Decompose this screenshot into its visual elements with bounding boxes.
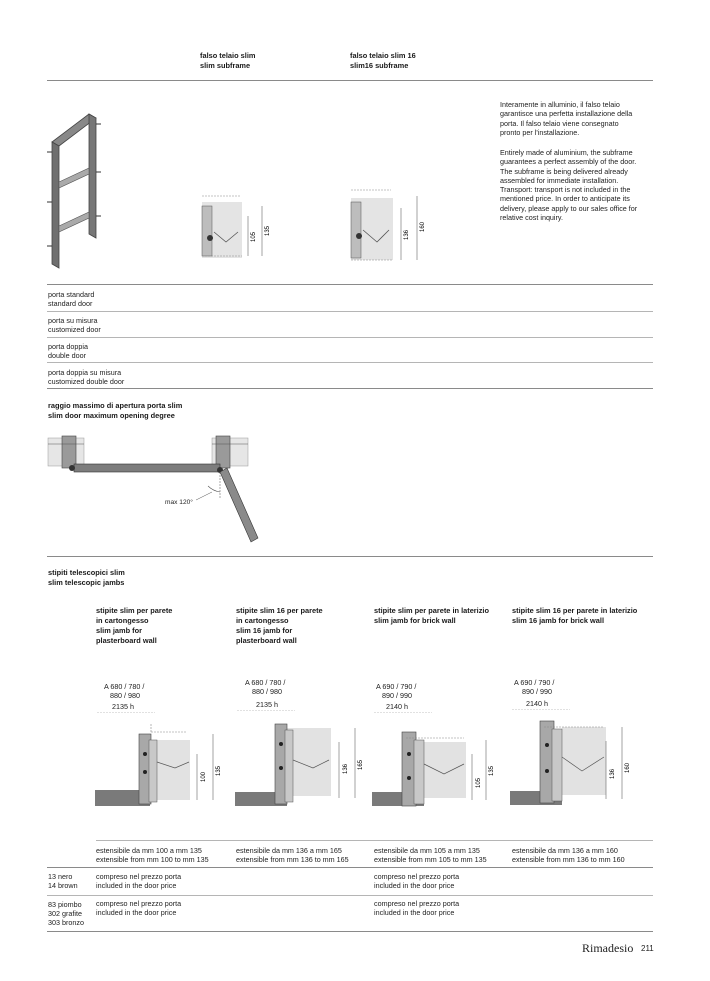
extensible-it: estensibile da mm 100 a mm 135: [96, 846, 202, 855]
divider: [47, 284, 653, 285]
dim-inner: 136: [610, 768, 616, 779]
dim-outer: 160: [625, 762, 631, 773]
door-type-en: double door: [48, 351, 86, 360]
angle-label: max 120°: [165, 499, 193, 506]
dim-inner: 136: [404, 229, 410, 240]
jambs-title-en: slim telescopic jambs: [48, 578, 125, 587]
finish-price-it: compreso nel prezzo porta: [374, 872, 460, 881]
jamb-width-label: 880 / 980: [110, 691, 140, 700]
extensible-en: extensible from mm 100 to mm 135: [96, 855, 209, 864]
jamb-section-drawing: [510, 709, 644, 809]
jamb-height-label: 2135 h: [256, 700, 278, 709]
extensible-it: estensibile da mm 136 a mm 165: [236, 846, 342, 855]
jamb-col-title: stipite slim per parete in laterizio: [374, 606, 489, 615]
door-type-it: porta doppia su misura: [48, 368, 122, 377]
jamb-width-label: A 690 / 790 /: [376, 682, 417, 691]
divider: [47, 867, 653, 868]
finish-price-en: included in the door price: [96, 908, 177, 917]
header-slim16-it: falso telaio slim 16: [350, 51, 416, 60]
description-en: Entirely made of aluminium, the subframe guarantees a perfect assembly of the door. The subframe is being delivered already assembled for immediate installation. Transport: transport is not included in the mentioned price. In order to anticipate its delivery, please apply to our sales office for relative cost inquiry.: [500, 148, 638, 223]
dim-inner: 105: [476, 777, 482, 788]
page-number: 211: [641, 944, 654, 953]
dim-inner: 100: [201, 771, 207, 782]
divider: [47, 362, 653, 363]
dim-outer: 135: [265, 225, 271, 236]
divider: [47, 556, 653, 557]
jamb-col-title: plasterboard wall: [236, 636, 297, 645]
extensible-en: extensible from mm 136 to mm 165: [236, 855, 349, 864]
finish-price-en: included in the door price: [96, 881, 177, 890]
header-slim16-en: slim16 subframe: [350, 61, 409, 70]
jambs-title-it: stipiti telescopici slim: [48, 568, 125, 577]
jamb-col-title: in cartongesso: [236, 616, 289, 625]
opening-title-it: raggio massimo di apertura porta slim: [48, 401, 183, 410]
extensible-it: estensibile da mm 105 a mm 135: [374, 846, 480, 855]
door-type-it: porta standard: [48, 290, 95, 299]
finish-price-it: compreso nel prezzo porta: [96, 899, 182, 908]
header-slim-it: falso telaio slim: [200, 51, 256, 60]
door-type-it: porta su misura: [48, 316, 98, 325]
extensible-en: extensible from mm 105 to mm 135: [374, 855, 487, 864]
finish-code: 303 bronzo: [48, 918, 84, 927]
jamb-col-title: stipite slim 16 per parete: [236, 606, 323, 615]
divider: [47, 311, 653, 312]
subframe-slim-section: [196, 192, 276, 264]
jamb-section-drawing: [95, 712, 229, 812]
jamb-col-title: slim jamb for brick wall: [374, 616, 456, 625]
dim-inner: 136: [343, 763, 349, 774]
subframe-slim16-section: [345, 186, 429, 266]
jamb-height-label: 2140 h: [526, 699, 548, 708]
finish-code: 14 brown: [48, 881, 78, 890]
description-it: Interamente in alluminio, il falso telaio garantisce una perfetta installazione della porta. Il falso telaio viene consegnato pronto per l'installazione.: [500, 100, 633, 137]
jamb-col-title: plasterboard wall: [96, 636, 157, 645]
door-type-it: porta doppia: [48, 342, 88, 351]
jamb-height-label: 2135 h: [112, 702, 134, 711]
finish-price-en: included in the door price: [374, 908, 455, 917]
jamb-width-label: 880 / 980: [252, 687, 282, 696]
divider: [47, 931, 653, 932]
dim-inner: 105: [251, 231, 257, 242]
jamb-col-title: slim 16 jamb for: [236, 626, 293, 635]
door-type-en: customized double door: [48, 377, 125, 386]
jamb-section-drawing: [372, 712, 506, 812]
header-slim-en: slim subframe: [200, 61, 251, 70]
divider: [96, 840, 653, 841]
finish-code: 13 nero: [48, 872, 73, 881]
finish-code: 302 grafite: [48, 909, 82, 918]
extensible-it: estensibile da mm 136 a mm 160: [512, 846, 618, 855]
divider: [47, 895, 653, 896]
opening-diagram: [44, 430, 264, 550]
jamb-col-title: slim 16 jamb for brick wall: [512, 616, 605, 625]
jamb-width-label: A 690 / 790 /: [514, 678, 555, 687]
jamb-width-label: A 680 / 780 /: [245, 678, 286, 687]
finish-price-it: compreso nel prezzo porta: [96, 872, 182, 881]
jamb-width-label: A 680 / 780 /: [104, 682, 145, 691]
dim-outer: 165: [358, 759, 364, 770]
jamb-width-label: 890 / 990: [522, 687, 552, 696]
door-type-en: customized door: [48, 325, 101, 334]
subframe-illustration: [44, 112, 110, 272]
jamb-col-title: in cartongesso: [96, 616, 149, 625]
dim-outer: 135: [216, 765, 222, 776]
divider: [47, 80, 653, 81]
divider: [47, 388, 653, 389]
extensible-en: extensible from mm 136 to mm 160: [512, 855, 625, 864]
finish-price-en: included in the door price: [374, 881, 455, 890]
finish-code: 83 piombo: [48, 900, 82, 909]
jamb-col-title: stipite slim 16 per parete in laterizio: [512, 606, 638, 615]
dim-outer: 135: [489, 765, 495, 776]
divider: [47, 337, 653, 338]
jamb-col-title: slim jamb for: [96, 626, 142, 635]
finish-price-it: compreso nel prezzo porta: [374, 899, 460, 908]
dim-outer: 160: [420, 221, 426, 232]
brand-logo: Rimadesio: [582, 941, 634, 955]
jamb-section-drawing: [235, 710, 369, 810]
door-type-en: standard door: [48, 299, 93, 308]
jamb-width-label: 890 / 990: [382, 691, 412, 700]
jamb-col-title: stipite slim per parete: [96, 606, 173, 615]
opening-title-en: slim door maximum opening degree: [48, 411, 175, 420]
jamb-height-label: 2140 h: [386, 702, 408, 711]
